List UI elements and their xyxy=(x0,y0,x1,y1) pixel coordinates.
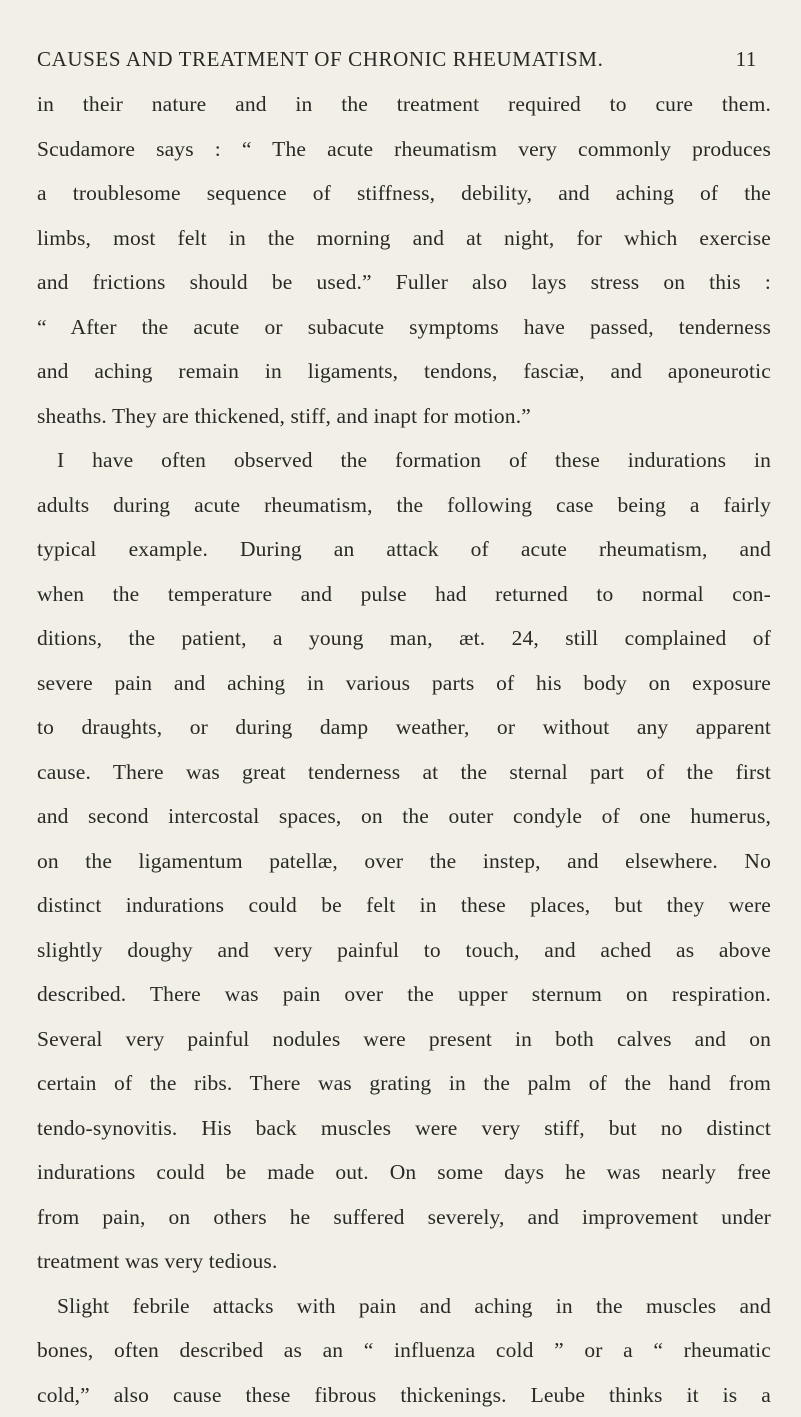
text-line: to draughts, or during damp weather, or without any apparent xyxy=(37,705,771,750)
text-line: treatment was very tedious. xyxy=(37,1239,771,1284)
text-line: in their nature and in the treatment required to cure them. xyxy=(37,82,771,127)
text-line: from pain, on others he suffered severely, and improvement under xyxy=(37,1195,771,1240)
text-line: limbs, most felt in the morning and at night, for which exercise xyxy=(37,216,771,261)
body-text xyxy=(37,82,771,1417)
text-line: severe pain and aching in various parts of his body on exposure xyxy=(37,661,771,706)
text-line: distinct indurations could be felt in these places, but they were xyxy=(37,883,771,928)
running-head xyxy=(37,47,757,77)
text-line: a troublesome sequence of stiffness, debility, and aching of the xyxy=(37,171,771,216)
text-line: cold,” also cause these fibrous thickenings. Leube thinks it is a xyxy=(37,1373,771,1417)
text-line: sheaths. They are thickened, stiff, and inapt for motion.” xyxy=(37,394,771,439)
text-line: bones, often described as an “ influenza cold ” or a “ rheumatic xyxy=(37,1328,771,1373)
text-line: and frictions should be used.” Fuller also lays stress on this : xyxy=(37,260,771,305)
text-line: adults during acute rheumatism, the following case being a fairly xyxy=(37,483,771,528)
paragraph-start-line: Slight febrile attacks with pain and aching in the muscles and xyxy=(37,1284,771,1329)
text-line: “ After the acute or subacute symptoms have passed, tenderness xyxy=(37,305,771,350)
text-line: certain of the ribs. There was grating in the palm of the hand from xyxy=(37,1061,771,1106)
text-line: ditions, the patient, a young man, æt. 24, still complained of xyxy=(37,616,771,661)
text-line: and aching remain in ligaments, tendons, fasciæ, and aponeurotic xyxy=(37,349,771,394)
text-line: typical example. During an attack of acute rheumatism, and xyxy=(37,527,771,572)
text-line: Several very painful nodules were present in both calves and on xyxy=(37,1017,771,1062)
text-line: tendo-synovitis. His back muscles were very stiff, but no distinct xyxy=(37,1106,771,1151)
text-line: when the temperature and pulse had returned to normal con- xyxy=(37,572,771,617)
paragraph-start-line: I have often observed the formation of these indurations in xyxy=(37,438,771,483)
text-line: described. There was pain over the upper sternum on respiration. xyxy=(37,972,771,1017)
chapter-title: CAUSES AND TREATMENT OF CHRONIC RHEUMATISM. xyxy=(37,47,603,72)
text-line: Scudamore says : “ The acute rheumatism very commonly produces xyxy=(37,127,771,172)
text-line: on the ligamentum patellæ, over the instep, and elsewhere. No xyxy=(37,839,771,884)
text-line: and second intercostal spaces, on the outer condyle of one humerus, xyxy=(37,794,771,839)
text-line: cause. There was great tenderness at the sternal part of the first xyxy=(37,750,771,795)
text-line: slightly doughy and very painful to touch, and ached as above xyxy=(37,928,771,973)
text-line: indurations could be made out. On some days he was nearly free xyxy=(37,1150,771,1195)
page-number: 11 xyxy=(736,47,757,72)
